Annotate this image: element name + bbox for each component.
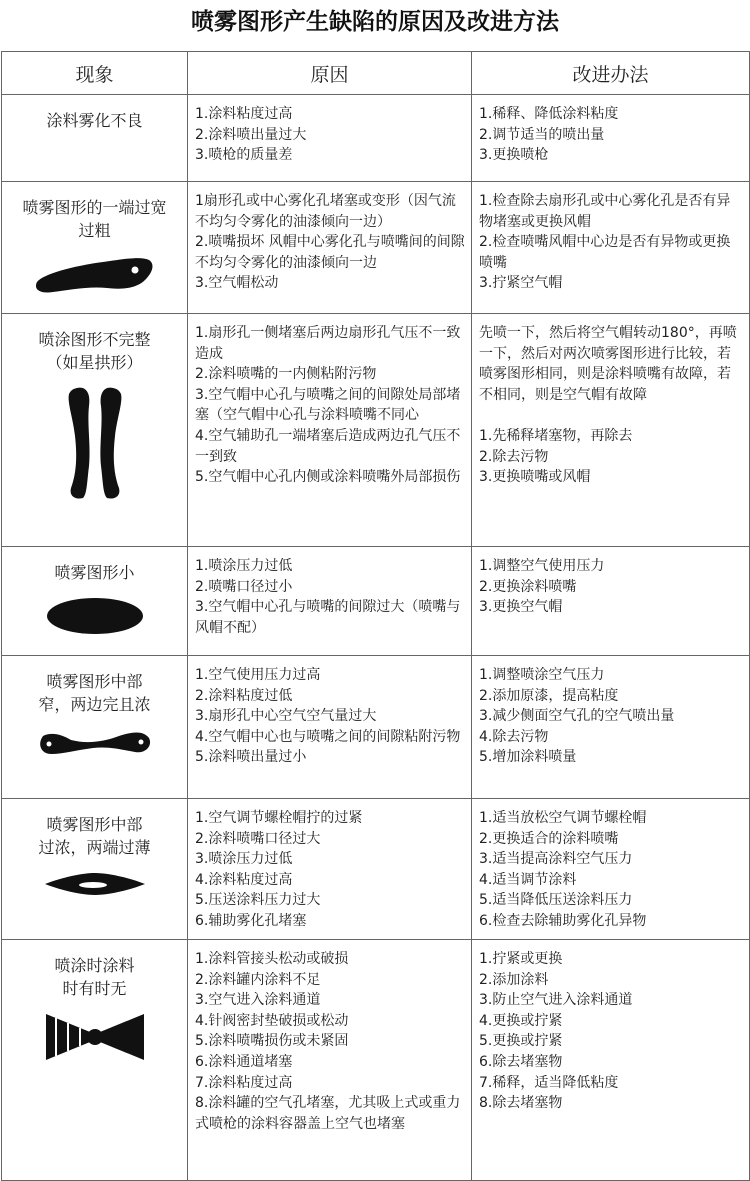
cause-line: 2.喷嘴损坏 风帽中心雾化孔与喷嘴间的间隙不均匀令雾化的油漆倾向一边 <box>195 234 465 271</box>
fix-line: 3.减少侧面空气孔的空气喷出量 <box>479 708 675 725</box>
cause-line: 5.空气帽中心孔内侧或涂料喷嘴外局部损伤 <box>195 469 461 486</box>
fix-line: 2.添加原漆，提高粘度 <box>479 687 619 704</box>
fix-line: 5.增加涂料喷量 <box>479 749 577 766</box>
cause-line: 8.涂料罐的空气孔堵塞，尤其吸上式或重力式喷枪的涂料容器盖上空气也堵塞 <box>195 1095 461 1132</box>
table-row <box>2 182 750 314</box>
spray-pattern-heavy-center-icon <box>8 869 181 905</box>
page-title: 喷雾图形产生缺陷的原因及改进方法 <box>191 9 559 35</box>
fix-line: 2.除去污物 <box>479 448 549 465</box>
table-row <box>2 940 750 1181</box>
phenomenon-text: 喷雾图形的一端过宽 过粗 <box>22 198 167 240</box>
fix-line: 8.除去堵塞物 <box>479 1095 563 1112</box>
phenomenon-cell <box>2 182 188 314</box>
defects-table <box>1 51 750 1181</box>
cause-cell <box>188 656 472 799</box>
fix-line: 3.防止空气进入涂料通道 <box>479 992 633 1009</box>
fix-line: 1.调整空气使用压力 <box>479 558 605 574</box>
phenomenon-cell <box>2 656 188 799</box>
cause-line: 7.涂料粘度过高 <box>195 1074 293 1091</box>
spray-pattern-narrow-middle-icon <box>8 726 181 766</box>
fix-line: 2.检查喷嘴风帽中心边是否有异物或更换喷嘴 <box>479 234 731 271</box>
cause-line: 1.涂料粘度过高 <box>195 106 293 122</box>
cause-line: 5.涂料喷嘴损伤或未紧固 <box>195 1033 349 1050</box>
phenomenon-text: 涂料雾化不良 <box>46 111 143 130</box>
table-row <box>2 314 750 547</box>
fix-line: 2.调节适当的喷出量 <box>479 126 605 143</box>
phenomenon-text: 喷雾图形小 <box>54 563 135 582</box>
cause-line: 4.空气辅助孔一端堵塞后造成两边孔气压不一到致 <box>195 427 461 465</box>
cause-line: 2.喷嘴口径过小 <box>195 578 293 595</box>
cause-line: 3.扇形孔中心空气空气量过大 <box>195 708 377 725</box>
cause-line: 5.涂料喷出量过小 <box>195 749 307 766</box>
cause-line: 4.空气帽中心也与喷嘴之间的间隙粘附污物 <box>195 728 461 745</box>
cause-line: 1.空气调节螺栓帽拧的过紧 <box>195 810 363 826</box>
header-fix: 改进办法 <box>472 52 750 95</box>
fix-line: 2.更换适合的涂料喷嘴 <box>479 830 619 847</box>
cause-line: 3.空气进入涂料通道 <box>195 992 321 1009</box>
cause-line: 3.空气帽中心孔与喷嘴的间隙过大（喷嘴与风帽不配） <box>195 599 461 636</box>
fix-line: 3.更换喷枪 <box>479 147 549 164</box>
fix-line: 3.更换喷嘴或风帽 <box>479 469 591 486</box>
cause-line: 3.喷涂压力过低 <box>195 851 293 868</box>
phenomenon-text: 喷涂图形不完整 （如星拱形） <box>38 330 151 372</box>
cause-line: 1.扇形孔一侧堵塞后两边扇形孔气压不一致造成 <box>195 325 461 362</box>
phenomenon-cell <box>2 799 188 940</box>
fix-cell <box>472 182 750 314</box>
fix-line: 3.更换空气帽 <box>479 599 563 616</box>
cause-cell <box>188 547 472 656</box>
cause-line: 2.涂料喷嘴口径过大 <box>195 830 321 847</box>
fix-line: 1.拧紧或更换 <box>479 951 563 967</box>
fix-line: 4.适当调节涂料 <box>479 871 577 888</box>
fix-cell <box>472 547 750 656</box>
fix-line: 2.添加涂料 <box>479 971 549 988</box>
phenomenon-cell <box>2 314 188 547</box>
fix-cell <box>472 95 750 182</box>
table-row <box>2 547 750 656</box>
fix-line: 7.稀释，适当降低粘度 <box>479 1074 619 1091</box>
fix-line: 3.适当提高涂料空气压力 <box>479 851 633 868</box>
cause-line: 4.针阀密封垫破损或松动 <box>195 1012 349 1029</box>
cause-line: 2.涂料喷出量过大 <box>195 126 307 143</box>
cause-cell <box>188 314 472 547</box>
phenomenon-cell <box>2 940 188 1181</box>
fix-line: 6.检查去除辅助雾化孔异物 <box>479 912 647 929</box>
fix-line: 2.更换涂料喷嘴 <box>479 578 577 595</box>
cause-line: 1.空气使用压力过高 <box>195 667 321 683</box>
phenomenon-cell <box>2 547 188 656</box>
cause-line: 2.涂料罐内涂料不足 <box>195 971 321 988</box>
fix-cell <box>472 799 750 940</box>
fix-line: 先喷一下，然后将空气帽转动180°，再喷一下，然后对两次喷雾图形进行比较，若喷雾图形相同，则是涂料喷嘴有故障，若不相同，则是空气帽有故障 <box>479 325 737 403</box>
cause-line: 5.压送涂料压力过大 <box>195 892 321 909</box>
fix-line: 1.检查除去扇形孔或中心雾化孔是否有异物堵塞或更换风帽 <box>479 193 731 230</box>
cause-cell <box>188 95 472 182</box>
spray-pattern-heavy-end-icon <box>8 252 181 304</box>
header-phenomenon: 现象 <box>2 52 188 95</box>
fix-line <box>479 405 744 426</box>
cause-line: 3.喷枪的质量差 <box>195 147 293 164</box>
cause-line: 1扇形孔或中心雾化孔堵塞或变形（因气流不均匀令雾化的油漆倾向一边） <box>195 193 456 230</box>
fix-line: 1.先稀释堵塞物，再除去 <box>479 427 633 444</box>
table-row <box>2 656 750 799</box>
cause-cell <box>188 799 472 940</box>
fix-line: 6.除去堵塞物 <box>479 1053 563 1070</box>
fix-line: 3.拧紧空气帽 <box>479 275 563 292</box>
cause-line: 4.涂料粘度过高 <box>195 871 293 888</box>
cause-cell <box>188 940 472 1181</box>
phenomenon-text: 喷雾图形中部 过浓，两端过薄 <box>38 815 151 857</box>
fix-cell <box>472 314 750 547</box>
cause-line: 2.涂料粘度过低 <box>195 687 293 704</box>
cause-cell <box>188 182 472 314</box>
phenomenon-text: 喷涂时涂料 时有时无 <box>54 956 135 998</box>
fix-line: 5.适当降低压送涂料压力 <box>479 892 633 909</box>
cause-line: 3.空气帽中心孔与喷嘴之间的间隙处局部堵塞（空气帽中心孔与涂料喷嘴不同心 <box>195 386 461 424</box>
cause-line: 6.涂料通道堵塞 <box>195 1053 293 1070</box>
fix-line: 5.更换或拧紧 <box>479 1033 563 1050</box>
fix-line: 1.稀释、降低涂料粘度 <box>479 106 619 122</box>
fix-line: 4.除去污物 <box>479 728 549 745</box>
cause-line: 1.喷涂压力过低 <box>195 558 293 574</box>
header-row <box>2 52 750 95</box>
cause-line: 1.涂料管接头松动或破损 <box>195 951 349 967</box>
fix-line: 4.更换或拧紧 <box>479 1012 563 1029</box>
fix-cell <box>472 656 750 799</box>
fix-line: 1.调整喷涂空气压力 <box>479 667 605 683</box>
cause-line: 6.辅助雾化孔堵塞 <box>195 912 307 929</box>
cause-line: 3.空气帽松动 <box>195 275 279 292</box>
fix-line: 1.适当放松空气调节螺栓帽 <box>479 810 647 826</box>
spray-pattern-intermittent-icon <box>8 1010 181 1070</box>
table-row <box>2 95 750 182</box>
spray-pattern-split-arc-icon <box>8 384 181 510</box>
header-cause: 原因 <box>188 52 472 95</box>
fix-cell <box>472 940 750 1181</box>
phenomenon-text: 喷雾图形中部 窄，两边完且浓 <box>38 672 151 714</box>
phenomenon-cell <box>2 95 188 182</box>
spray-pattern-small-icon <box>8 594 181 644</box>
table-row <box>2 799 750 940</box>
cause-line: 2.涂料喷嘴的一内侧粘附污物 <box>195 366 377 383</box>
